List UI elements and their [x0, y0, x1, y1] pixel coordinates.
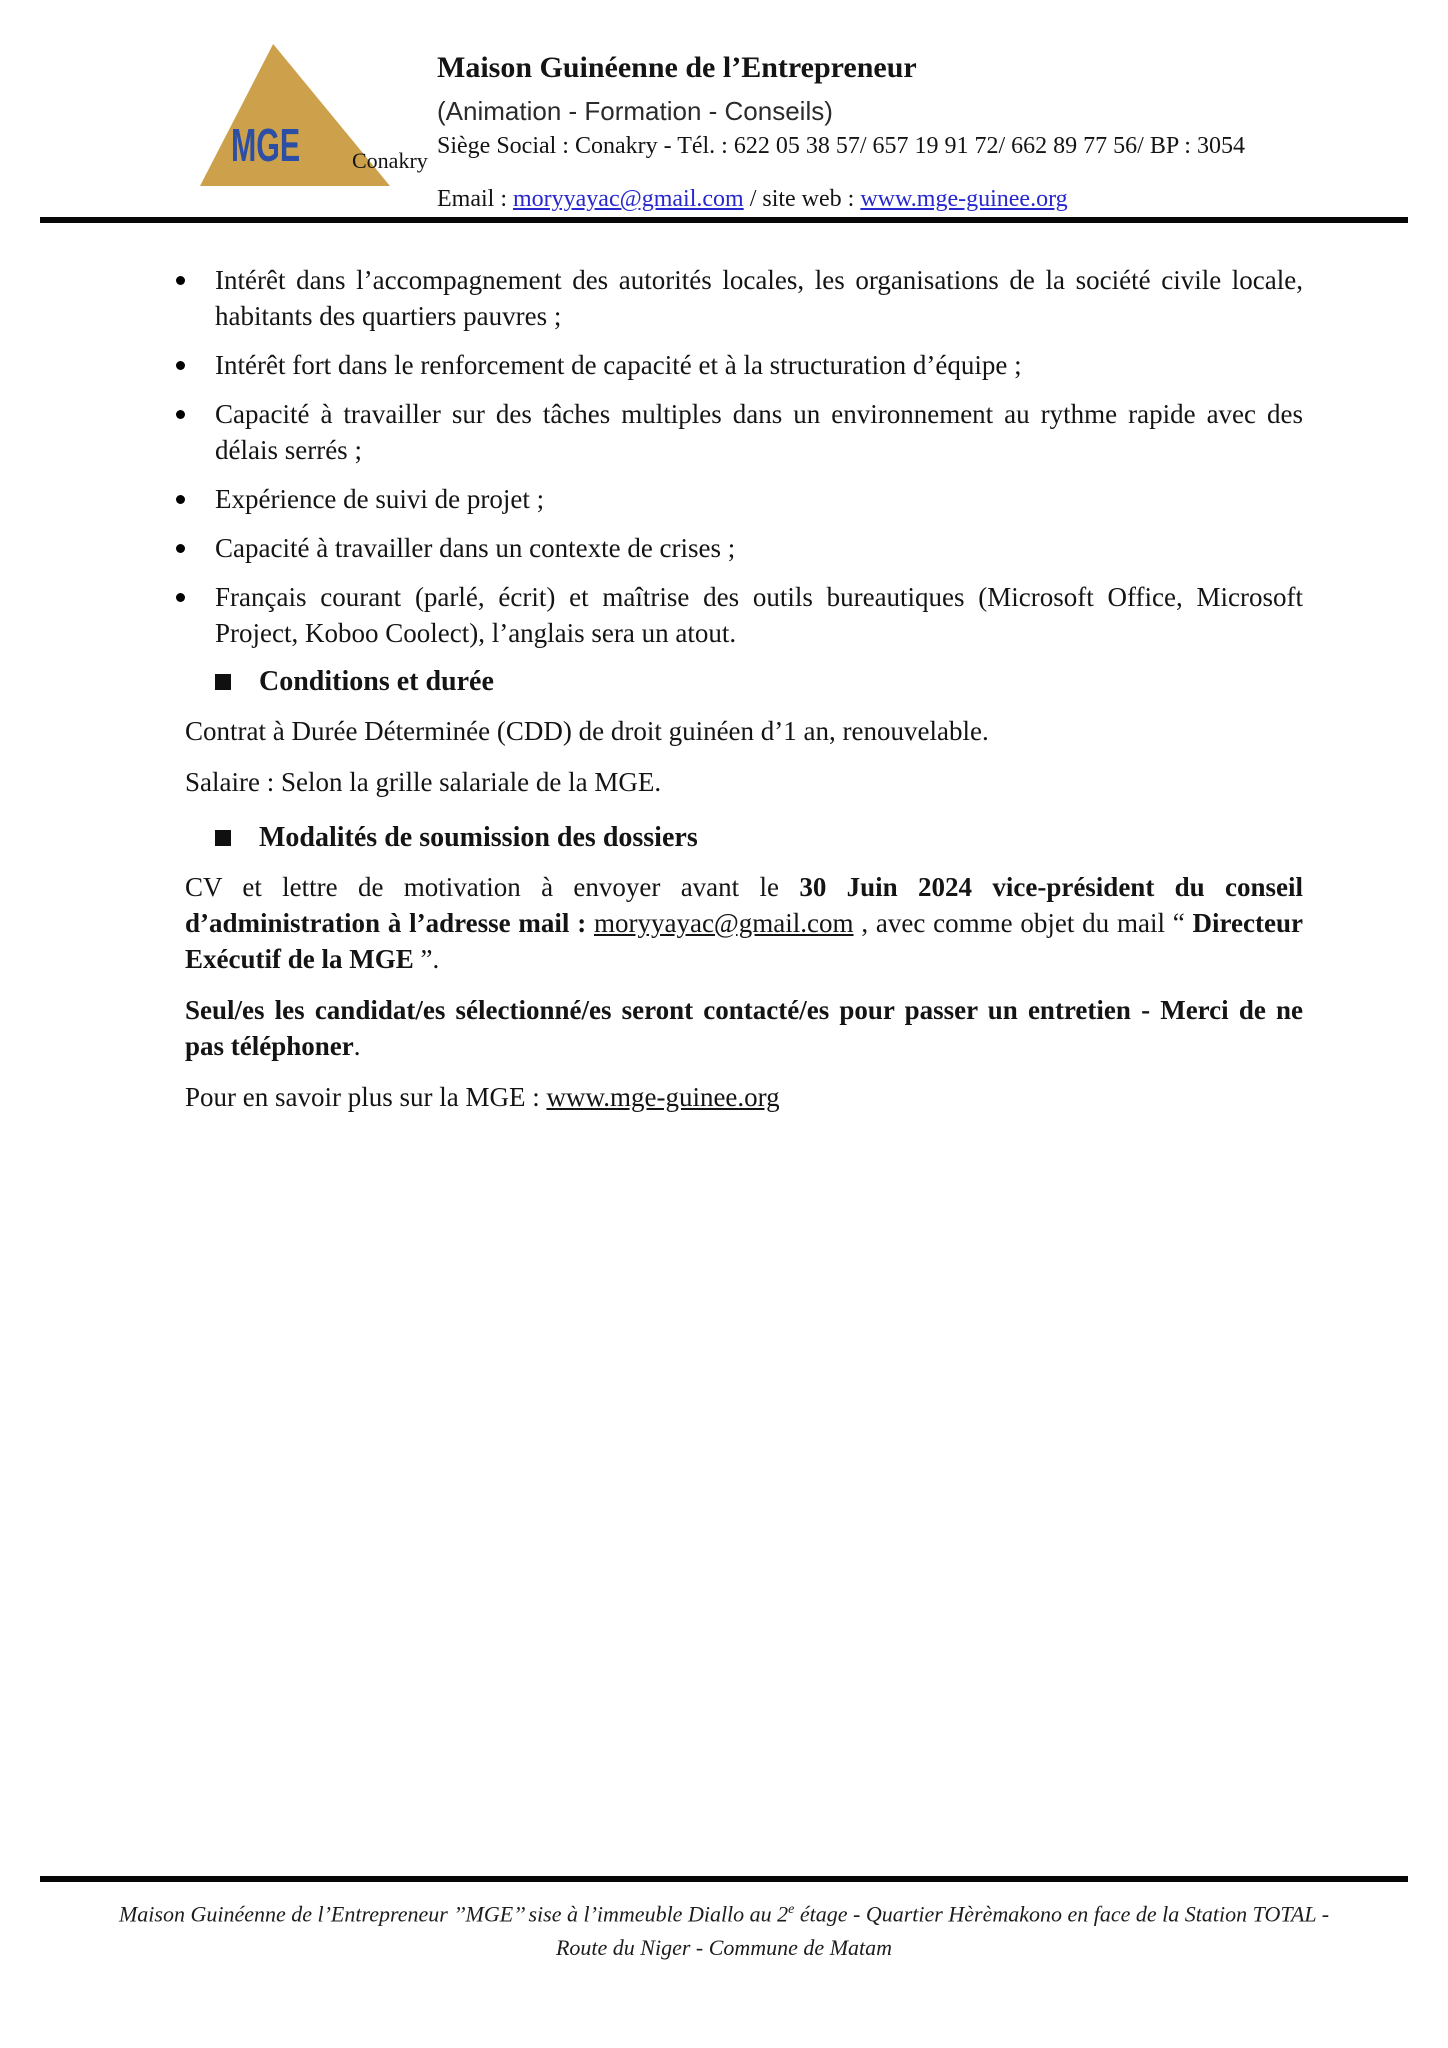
- header-divider: [40, 217, 1408, 223]
- application-text: , avec comme objet du mail “: [853, 908, 1193, 938]
- square-bullet-icon: [215, 830, 231, 846]
- letterhead: [437, 50, 1245, 214]
- footer-line-2: Route du Niger - Commune de Matam: [555, 1935, 893, 1961]
- list-item: Intérêt fort dans le renforcement de capacité et à la structuration d’équipe ;: [215, 347, 1303, 383]
- contract-paragraph: Contrat à Durée Déterminée (CDD) de droit guinéen d’1 an, renouvelable.: [185, 716, 989, 746]
- list-item: Intérêt dans l’accompagnement des autorités locales, les organisations de la société civile locale, habitants des quartiers pauvres ;: [215, 262, 1303, 334]
- section-title: Conditions et durée: [259, 666, 494, 697]
- email-label: Email :: [437, 186, 513, 212]
- list-item: Français courant (parlé, écrit) et maîtrise des outils bureautiques (Microsoft Office, Microsoft Project, Koboo Coolect), l’anglais sera un atout.: [215, 579, 1303, 651]
- org-contact-line: [437, 184, 1245, 214]
- superscript-e: e: [788, 1902, 795, 1917]
- header-email-link[interactable]: moryyayac@gmail.com: [512, 186, 744, 212]
- section-heading-modalites: [215, 820, 1303, 856]
- org-name: Maison Guinéenne de l’Entrepreneur: [437, 51, 917, 84]
- org-address-line: Siège Social : Conakry - Tél. : 622 05 38 57/ 657 19 91 72/ 662 89 77 56/ BP : 3054: [437, 133, 1245, 159]
- notice-period: .: [353, 1031, 361, 1061]
- org-subtitle: (Animation - Formation - Conseils): [437, 96, 833, 126]
- application-text: CV et lettre de motivation à envoyer avant le: [185, 872, 800, 902]
- deadline-text: 30 Juin 2024 vice-président du conseil d’administration à l’adresse mail :: [185, 872, 1304, 938]
- body-email-link[interactable]: moryyayac@gmail.com: [593, 908, 854, 938]
- section-heading-conditions: [215, 664, 1303, 700]
- body-website-link[interactable]: www.mge-guinee.org: [546, 1082, 780, 1112]
- header-website-link[interactable]: www.mge-guinee.org: [860, 186, 1068, 212]
- square-bullet-icon: [215, 674, 231, 690]
- application-paragraph: [185, 869, 1303, 977]
- application-text: ”.: [413, 944, 440, 974]
- section-title: Modalités de soumission des dossiers: [259, 822, 698, 853]
- logo-city-label: Conakry: [352, 148, 428, 173]
- list-item: Expérience de suivi de projet ;: [215, 481, 1303, 517]
- footer-address: [0, 1893, 1448, 1965]
- list-item: Capacité à travailler sur des tâches multiples dans un environnement au rythme rapide avec des délais serrés ;: [215, 396, 1303, 468]
- web-separator: / site web :: [743, 186, 861, 212]
- notice-text: Seul/es les candidat/es sélectionné/es seront contacté/es pour passer un entretien - Merci de ne pas téléphoner: [185, 995, 1303, 1061]
- document-body: [185, 262, 1303, 1130]
- list-item: Capacité à travailler dans un contexte de crises ;: [215, 530, 1303, 566]
- notice-paragraph: [185, 992, 1303, 1064]
- more-info-label: Pour en savoir plus sur la MGE :: [185, 1082, 547, 1112]
- mge-logo-acronym: MGE: [231, 119, 301, 171]
- footer-line-1: Maison Guinéenne de l’Entrepreneur ’’MGE’’ sise à l’immeuble Diallo au 2e étage - Quartier Hèrèmakono en face de la Station TOTAL -: [118, 1901, 1330, 1927]
- footer-divider: [40, 1876, 1408, 1882]
- salary-paragraph: Salaire : Selon la grille salariale de la MGE.: [185, 767, 662, 797]
- mail-subject-text: Directeur Exécutif de la MGE: [185, 908, 1303, 974]
- requirements-list: [185, 262, 1303, 651]
- more-info-paragraph: [185, 1079, 1303, 1115]
